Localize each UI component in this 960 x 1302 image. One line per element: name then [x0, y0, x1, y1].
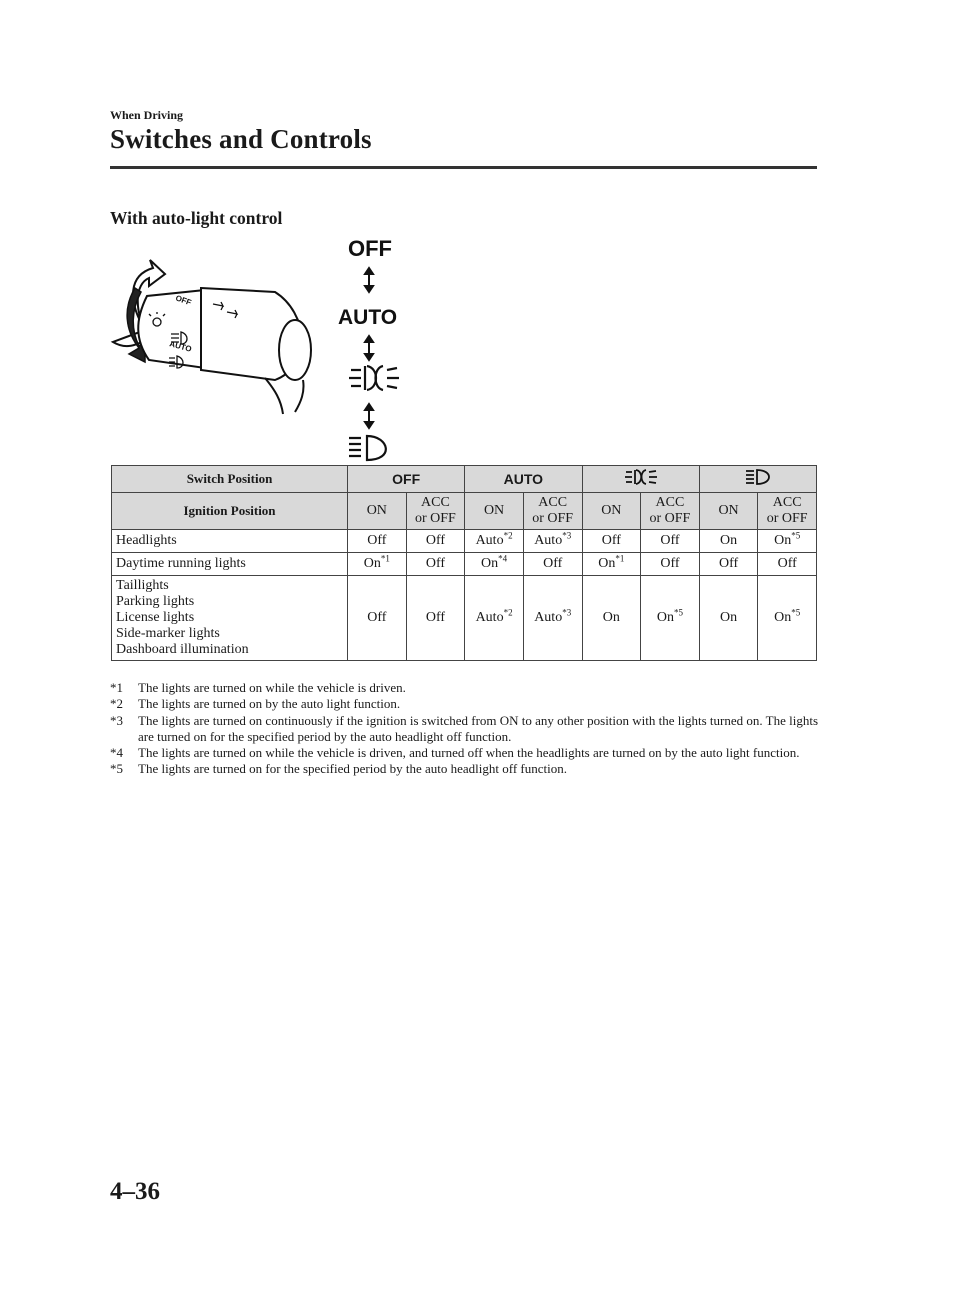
table-cell: Auto$^{*2}$: [465, 576, 524, 661]
footnote: *3 The lights are turned on continuously if the ignition is switched from ON to any other position with the lights turned on. The lights are turned on for the specified period by the auto headlight off function.: [110, 712, 819, 744]
table-cell: On$^{*1}$: [348, 553, 407, 576]
table-cell: On$^{*5}$: [641, 576, 700, 661]
table-cell: Auto$^{*3}$: [523, 576, 582, 661]
light-status-table: [111, 465, 817, 661]
switch-position-off: OFF: [348, 466, 465, 493]
table-cell: On: [582, 576, 641, 661]
headlight-parking-icon: [349, 366, 399, 390]
table-cell: Off: [406, 553, 465, 576]
table-row: [112, 530, 817, 553]
page-number: 4–36: [110, 1178, 160, 1205]
footnote: *2 The lights are turned on by the auto light function.: [110, 696, 401, 712]
ignition-acc: ACC or OFF: [406, 493, 465, 530]
ignition-position-header: Ignition Position: [112, 493, 348, 530]
table-cell: Off: [348, 530, 407, 553]
page-title: Switches and Controls: [110, 124, 372, 154]
headlight-switch-illustration: [105, 230, 525, 470]
table-cell: Off: [641, 553, 700, 576]
table-cell: Off: [699, 553, 758, 576]
ignition-acc: ACC or OFF: [641, 493, 700, 530]
footnote: *5 The lights are turned on for the specified period by the auto headlight off function.: [110, 761, 567, 777]
arrow-up-down-icon: [365, 336, 373, 360]
table-cell: Off: [523, 553, 582, 576]
footnotes: [110, 680, 820, 778]
lever-diagram: [105, 230, 525, 470]
headlights-icon: [743, 469, 773, 485]
ignition-on: ON: [699, 493, 758, 530]
table-row: [112, 576, 817, 661]
parking-lights-icon: [624, 469, 658, 485]
footnote: *1 The lights are turned on while the vehicle is driven.: [110, 680, 406, 695]
ignition-on: ON: [582, 493, 641, 530]
lever-label-off: OFF: [174, 293, 193, 308]
section-label: When Driving: [110, 108, 184, 122]
table-cell: Off: [406, 530, 465, 553]
table-cell: Auto$^{*2}$: [465, 530, 524, 553]
position-label-off: OFF: [348, 236, 392, 261]
ignition-on: ON: [348, 493, 407, 530]
table-cell: Off: [758, 553, 817, 576]
arrow-up-down-icon: [365, 268, 373, 292]
table-cell: Off: [641, 530, 700, 553]
table-cell: On$^{*5}$: [758, 530, 817, 553]
row-label-taillights-group: Taillights Parking lights License lights Side-marker lights Dashboard illumination: [112, 576, 348, 661]
table-cell: On$^{*5}$: [758, 576, 817, 661]
subheading: With auto-light control: [110, 208, 283, 228]
ignition-acc: ACC or OFF: [523, 493, 582, 530]
table-cell: Off: [406, 576, 465, 661]
switch-position-parking: [582, 466, 699, 493]
table-cell: On$^{*1}$: [582, 553, 641, 576]
ignition-position-row: [112, 493, 817, 530]
table-row: [112, 553, 817, 576]
footnote: *4 The lights are turned on while the vehicle is driven, and turned off when the headlights are turned on by the auto light function.: [110, 745, 800, 761]
lever-label-auto: AUTO: [168, 339, 193, 354]
title-rule: [110, 166, 817, 169]
table-cell: Auto$^{*3}$: [523, 530, 582, 553]
position-sequence: [338, 236, 399, 460]
row-label-headlights: Headlights: [112, 530, 348, 553]
switch-position-header: Switch Position: [112, 466, 348, 493]
position-label-auto: AUTO: [338, 306, 398, 329]
arrow-up-down-icon: [365, 404, 373, 428]
row-label-daytime-running-lights: Daytime running lights: [112, 553, 348, 576]
lever-body: [138, 288, 311, 414]
switch-position-row: [112, 466, 817, 493]
switch-position-auto: AUTO: [465, 466, 582, 493]
ignition-acc: ACC or OFF: [758, 493, 817, 530]
switch-position-headlights: [699, 466, 816, 493]
table-cell: On: [699, 530, 758, 553]
table-cell: Off: [348, 576, 407, 661]
table-cell: On: [699, 576, 758, 661]
table-cell: Off: [582, 530, 641, 553]
table-cell: On$^{*4}$: [465, 553, 524, 576]
headlight-low-beam-icon: [349, 436, 386, 460]
ignition-on: ON: [465, 493, 524, 530]
